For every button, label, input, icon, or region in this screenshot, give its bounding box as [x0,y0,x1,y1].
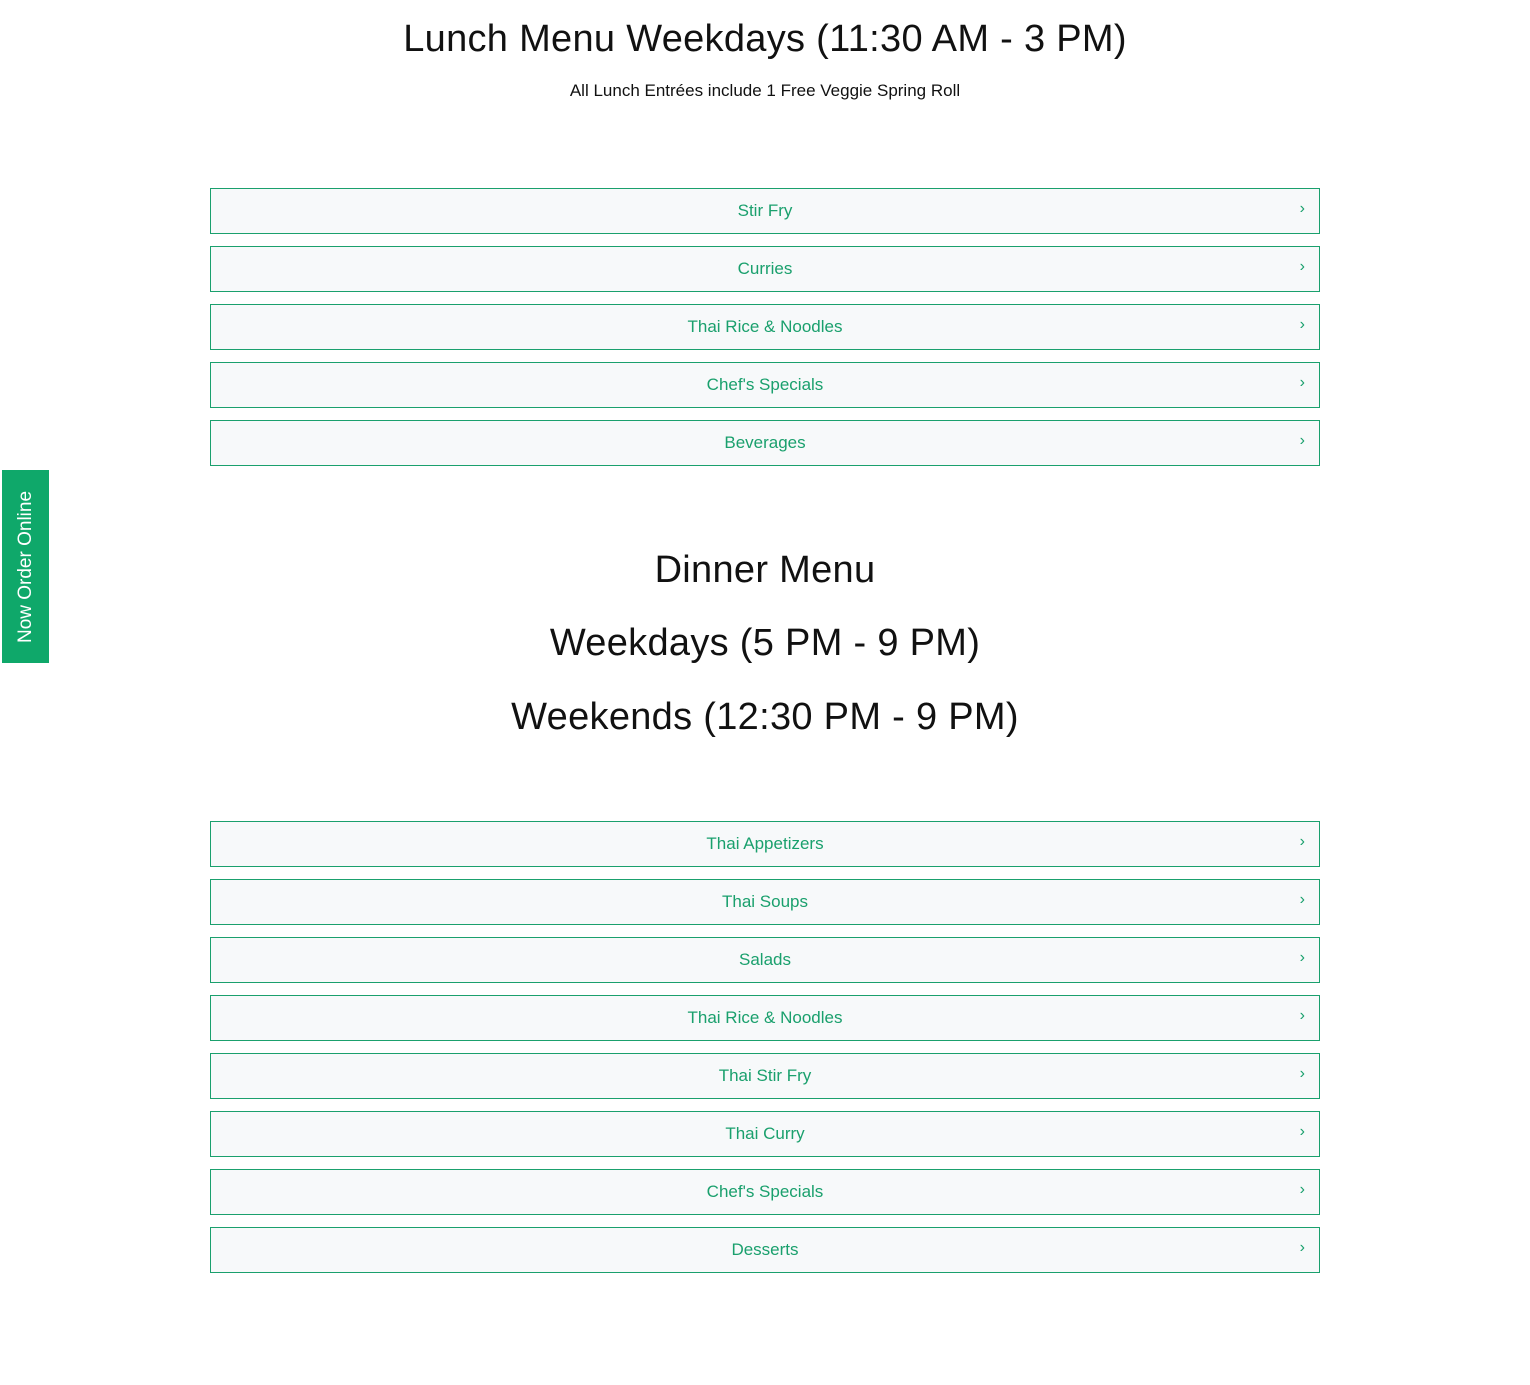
dinner-category-thai-rice-noodles[interactable] [210,995,1320,1041]
category-label: Thai Soups [722,892,808,911]
chevron-right-icon: › [1299,1123,1305,1140]
chevron-right-icon: › [1299,833,1305,850]
order-online-tab[interactable] [2,470,49,663]
chevron-right-icon: › [1299,1007,1305,1024]
dinner-category-salads[interactable] [210,937,1320,983]
category-label: Thai Rice & Noodles [687,317,843,336]
chevron-right-icon: › [1299,1065,1305,1082]
chevron-right-icon: › [1299,432,1305,449]
category-label: Desserts [731,1240,799,1259]
dinner-category-thai-appetizers[interactable] [210,821,1320,867]
lunch-menu-accordion [210,188,1320,478]
category-label: Thai Curry [725,1124,805,1143]
dinner-weekend-hours: Weekends (12:30 PM - 9 PM) [511,696,1019,738]
lunch-menu-title: Lunch Menu Weekdays (11:30 AM - 3 PM) [403,18,1127,60]
chevron-right-icon: › [1299,200,1305,217]
chevron-right-icon: › [1299,374,1305,391]
dinner-category-thai-soups[interactable] [210,879,1320,925]
lunch-category-thai-rice-noodles[interactable] [210,304,1320,350]
category-label: Beverages [724,433,806,452]
category-label: Thai Stir Fry [718,1066,812,1085]
dinner-menu-accordion [210,821,1320,1285]
lunch-category-curries[interactable] [210,246,1320,292]
lunch-category-beverages[interactable] [210,420,1320,466]
dinner-weekday-hours: Weekdays (5 PM - 9 PM) [549,622,981,664]
category-label: Thai Appetizers [706,834,824,853]
category-label: Chef's Specials [706,1182,824,1201]
chevron-right-icon: › [1299,1181,1305,1198]
dinner-category-thai-curry[interactable] [210,1111,1320,1157]
category-label: Salads [739,950,791,969]
category-label: Curries [737,259,793,278]
chevron-right-icon: › [1299,891,1305,908]
chevron-right-icon: › [1299,949,1305,966]
category-label: Chef's Specials [706,375,824,394]
lunch-category-stir-fry[interactable] [210,188,1320,234]
chevron-right-icon: › [1299,316,1305,333]
dinner-category-thai-stir-fry[interactable] [210,1053,1320,1099]
lunch-category-chefs-specials[interactable] [210,362,1320,408]
lunch-menu-subtitle: All Lunch Entrées include 1 Free Veggie Spring Roll [569,81,961,100]
category-label: Thai Rice & Noodles [687,1008,843,1027]
dinner-menu-title: Dinner Menu [654,549,876,591]
chevron-right-icon: › [1299,1239,1305,1256]
chevron-right-icon: › [1299,258,1305,275]
dinner-category-desserts[interactable] [210,1227,1320,1273]
category-label: Stir Fry [737,201,793,220]
order-online-label: Now Order Online [14,490,36,643]
dinner-category-chefs-specials[interactable] [210,1169,1320,1215]
